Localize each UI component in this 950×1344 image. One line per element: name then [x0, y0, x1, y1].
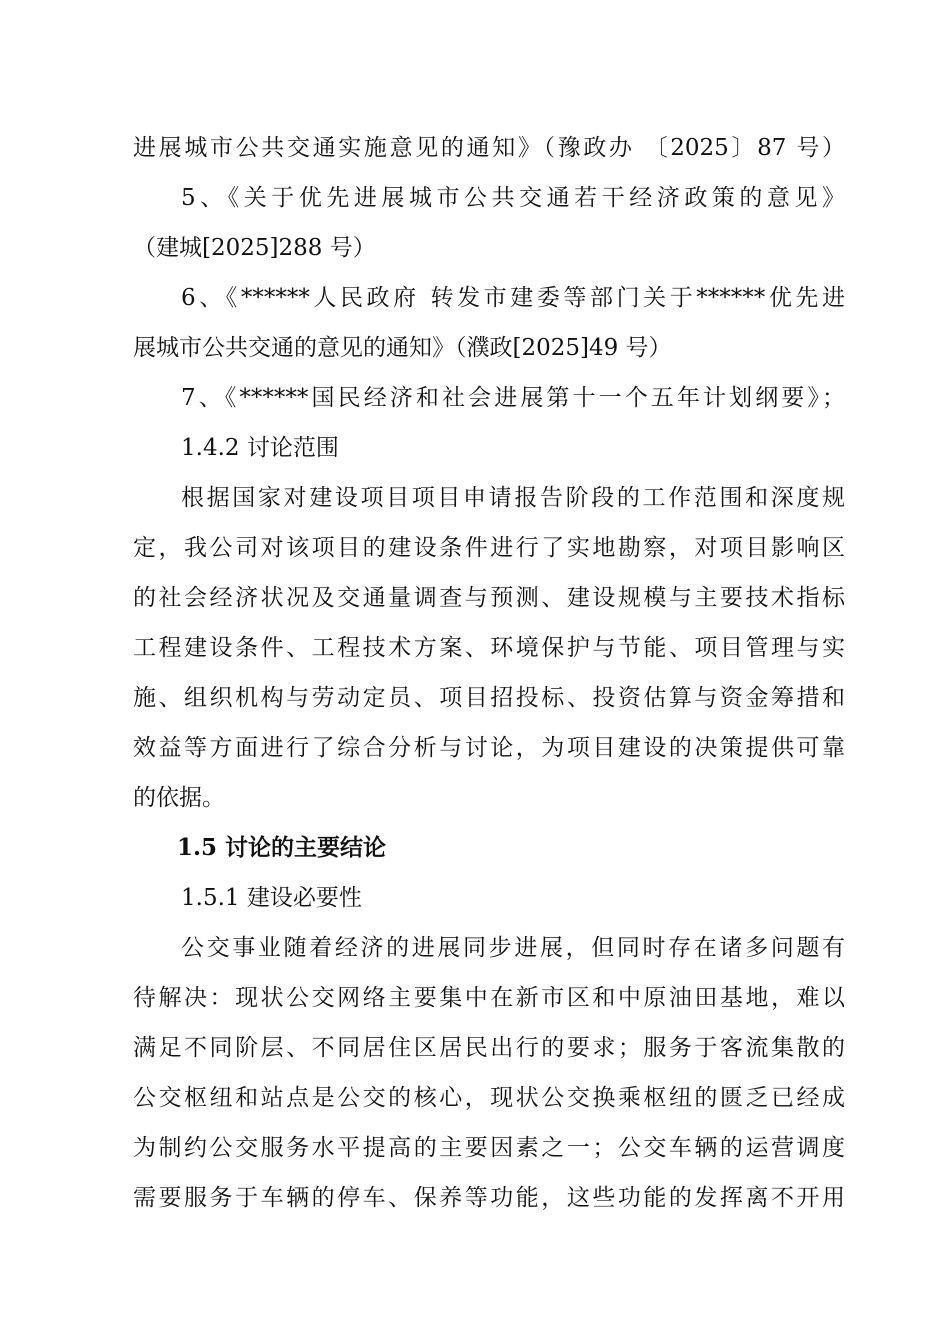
text-line: （建城[2025]288 号）: [133, 235, 376, 261]
text-line: 的社会经济状况及交通量调查与预测、建设规模与主要技术指标: [133, 585, 845, 611]
text-line: 待解决：现状公交网络主要集中在新市区和中原油田基地，难以: [133, 985, 845, 1011]
text-line: 7、《******国民经济和社会进展第十一个五年计划纲要》；: [181, 385, 845, 411]
text-line: 施、组织机构与劳动定员、项目招投标、投资估算与资金筹措和: [133, 685, 845, 711]
section-heading: 1.4.2 讨论范围: [181, 435, 339, 461]
text-line: 进展城市公共交通实施意见的通知》（豫政办 〔2025〕87 号）: [133, 135, 845, 161]
text-line: 5、《关于优先进展城市公共交通若干经济政策的意见》: [181, 185, 845, 211]
section-heading: 1.5.1 建设必要性: [181, 885, 362, 911]
text-line: 定，我公司对该项目的建设条件进行了实地勘察，对项目影响区: [133, 535, 845, 561]
text-line: 公交事业随着经济的进展同步进展，但同时存在诸多问题有: [181, 935, 845, 961]
text-line: 需要服务于车辆的停车、保养等功能，这些功能的发挥离不开用: [133, 1185, 845, 1211]
text-line: 展城市公共交通的意见的通知》（濮政[2025]49 号）: [133, 335, 672, 361]
text-line: 6、《******人民政府 转发市建委等部门关于******优先进: [181, 285, 845, 311]
text-line: 满足不同阶层、不同居住区居民出行的要求；服务于客流集散的: [133, 1035, 845, 1061]
text-line: 根据国家对建设项目项目申请报告阶段的工作范围和深度规: [181, 485, 845, 511]
text-line: 公交枢纽和站点是公交的核心，现状公交换乘枢纽的匮乏已经成: [133, 1085, 845, 1111]
text-line: 效益等方面进行了综合分析与讨论，为项目建设的决策提供可靠: [133, 735, 845, 761]
text-line: 的依据。: [133, 785, 225, 811]
section-heading: 1.5 讨论的主要结论: [177, 834, 387, 861]
text-line: 为制约公交服务水平提高的主要因素之一；公交车辆的运营调度: [133, 1135, 845, 1161]
text-line: 工程建设条件、工程技术方案、环境保护与节能、项目管理与实: [133, 635, 845, 661]
